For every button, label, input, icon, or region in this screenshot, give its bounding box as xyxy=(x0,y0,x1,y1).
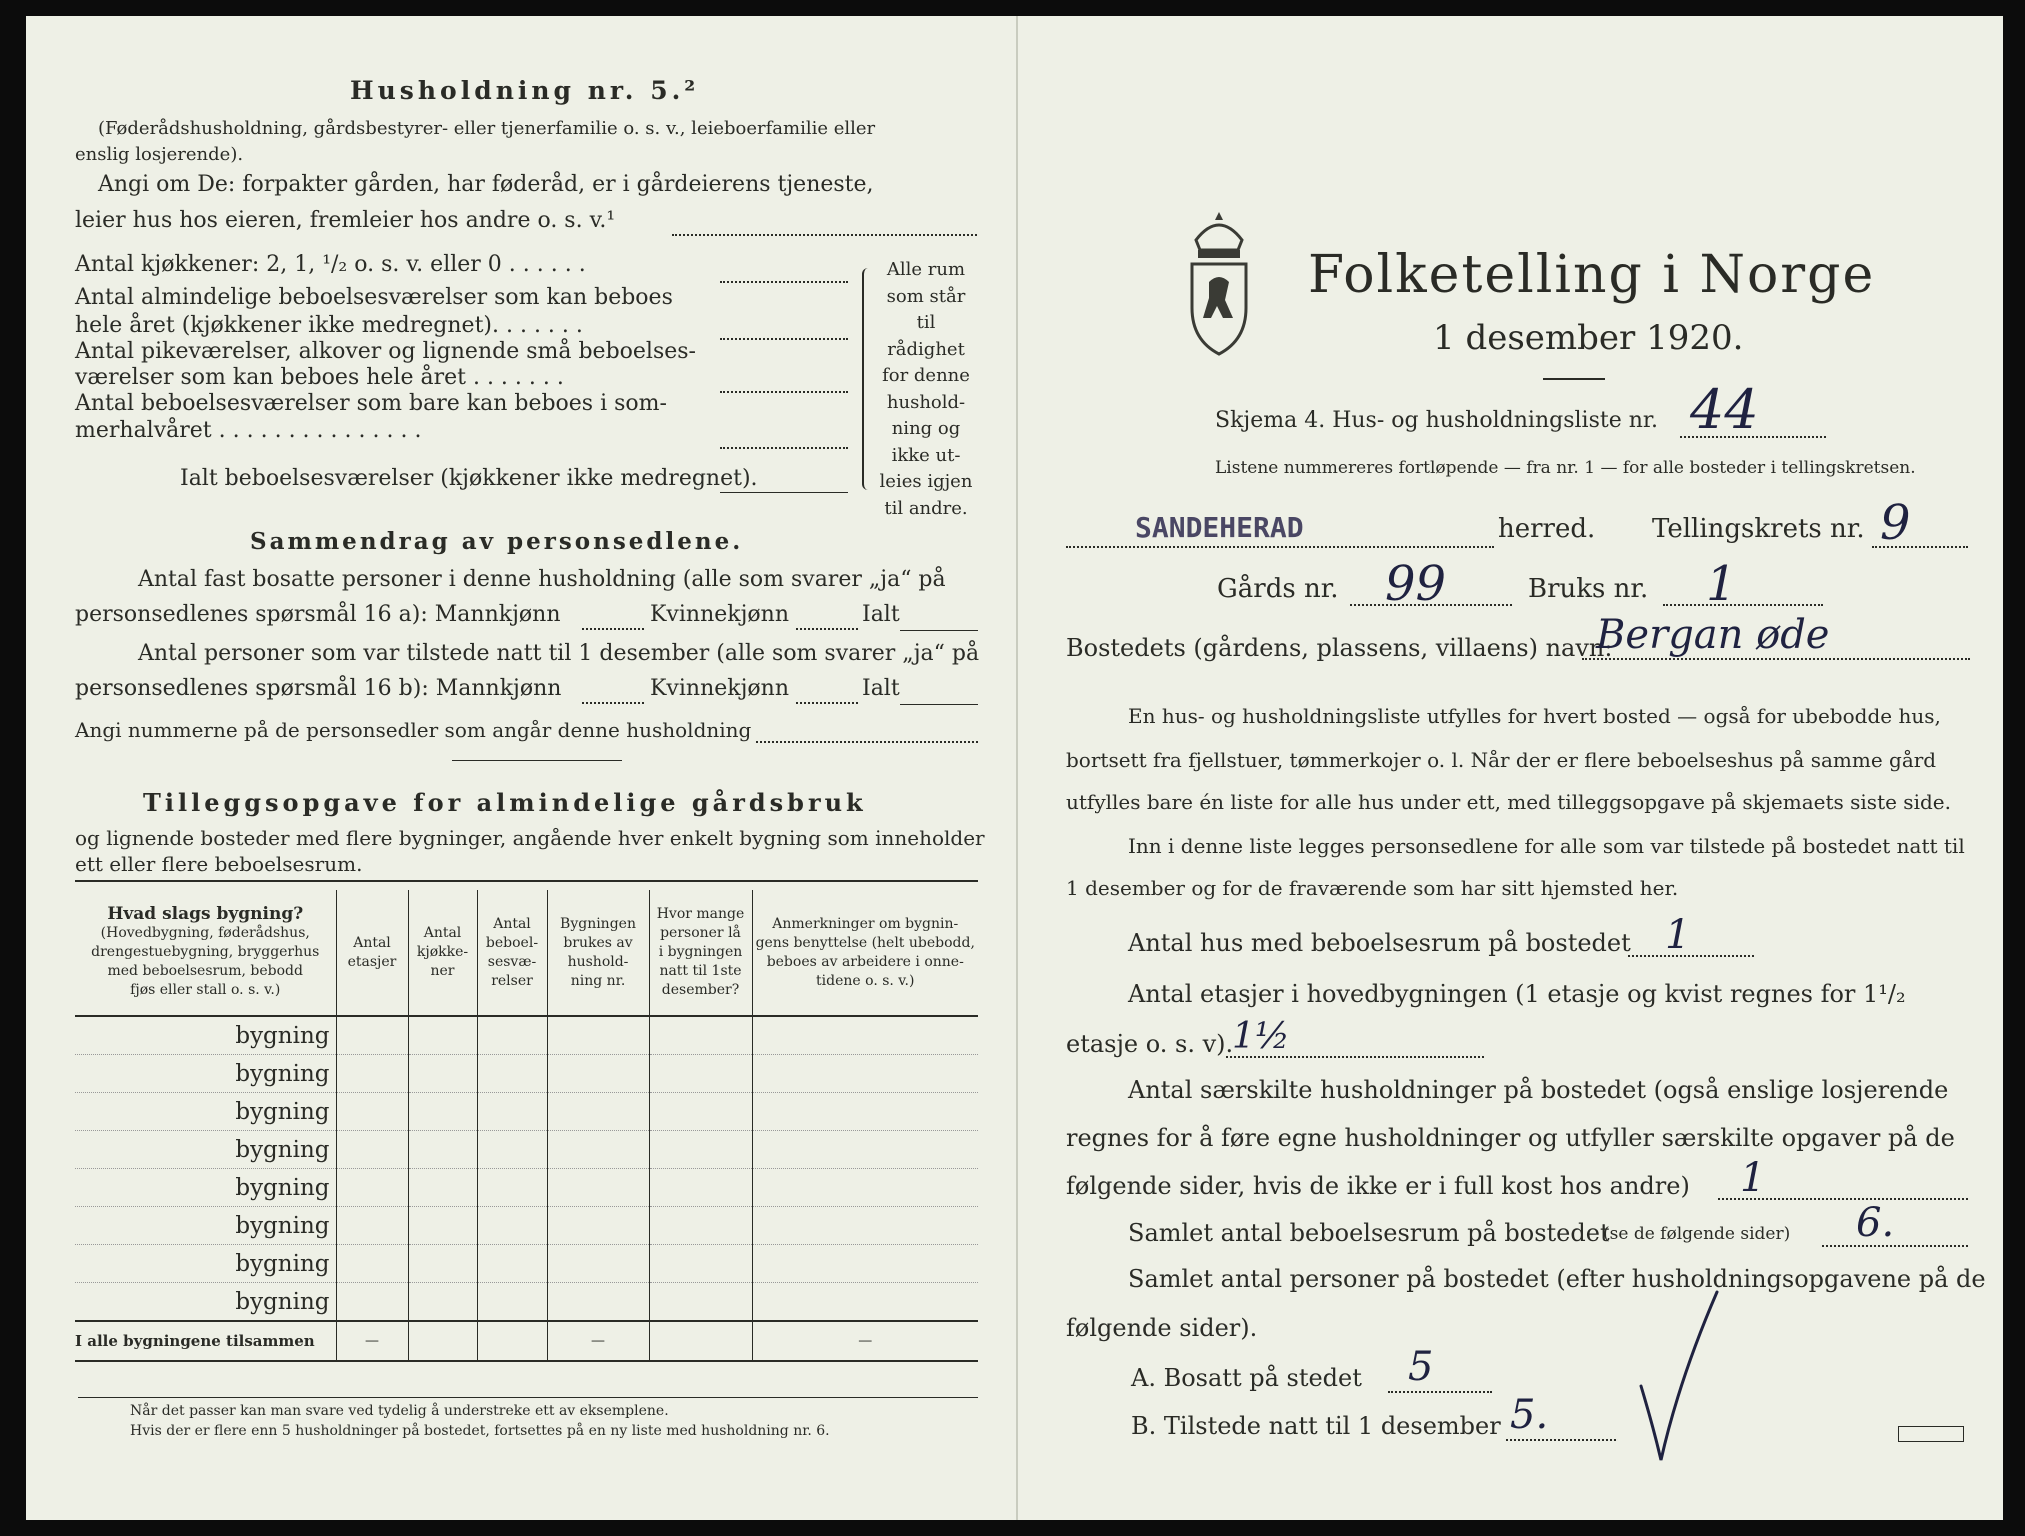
row-label: bygning xyxy=(75,1283,336,1322)
cell[interactable] xyxy=(336,1283,408,1322)
table-row[interactable] xyxy=(75,1055,978,1093)
row-label: bygning xyxy=(75,1245,336,1283)
tillegg-line-2: ett eller flere beboelsesrum. xyxy=(75,852,363,876)
pikevaerelser-field[interactable] xyxy=(720,391,848,393)
header-text: Antal xyxy=(493,915,531,932)
rooms-brace xyxy=(862,268,874,490)
cell[interactable] xyxy=(408,1016,477,1055)
tilstede-value[interactable]: 5. xyxy=(1510,1392,1549,1438)
kvinnekjonn-b-field[interactable] xyxy=(796,702,858,704)
listene-note: Listene nummereres fortløpende — fra nr. 1 — for alle bosteder i tellingskretsen. xyxy=(1215,458,1916,478)
cell[interactable] xyxy=(336,1016,408,1055)
household-heading: Husholdning nr. 5.² xyxy=(350,76,700,105)
header-text: brukes av xyxy=(563,934,633,951)
header-text: ner xyxy=(430,963,455,979)
cell[interactable] xyxy=(547,1169,649,1207)
bruks-value[interactable]: 1 xyxy=(1706,556,1737,612)
skjema-label: Skjema 4. Hus- og husholdningsliste nr. xyxy=(1215,408,1658,433)
rooms-line-3: hele året (kjøkkener ikke medregnet). . . . . . . xyxy=(75,313,583,338)
cell[interactable] xyxy=(477,1131,547,1169)
cell[interactable] xyxy=(408,1283,477,1322)
cell[interactable] xyxy=(547,1283,649,1322)
ialt-a-label: Ialt xyxy=(862,602,900,627)
header-text: relser xyxy=(491,972,533,989)
header-text: tidene o. s. v.) xyxy=(816,972,915,989)
table-row[interactable] xyxy=(75,1016,978,1055)
q-rum-field[interactable] xyxy=(1822,1245,1968,1247)
bosted-value[interactable]: Bergan øde xyxy=(1596,612,1830,658)
bosted-field[interactable] xyxy=(1582,658,1970,660)
bruks-field[interactable] xyxy=(1663,604,1823,606)
rooms-line-4: Antal pikeværelser, alkover og lignende små beboelses- xyxy=(75,339,696,364)
table-row[interactable] xyxy=(75,1245,978,1283)
table-row[interactable] xyxy=(75,1283,978,1322)
row-label: bygning xyxy=(75,1016,336,1055)
cell[interactable] xyxy=(547,1245,649,1283)
cell[interactable] xyxy=(336,1093,408,1131)
col-header-kjokkener xyxy=(408,890,477,1016)
census-date: 1 desember 1920. xyxy=(1433,318,1744,358)
table-row[interactable] xyxy=(75,1169,978,1207)
q-pers-line-1: Samlet antal personer på bostedet (efter husholdningsopgavene på de xyxy=(1128,1265,1986,1293)
cell[interactable] xyxy=(477,1169,547,1207)
q-rum-label: Samlet antal beboelsesrum på bostedet xyxy=(1128,1219,1610,1247)
header-text: ning nr. xyxy=(570,972,626,989)
angi-nummerne: Angi nummerne på de personsedler som angår denne husholdning xyxy=(75,718,752,742)
col-header-personer xyxy=(649,890,752,1016)
table-sum-row xyxy=(75,1321,978,1361)
rooms-line-5: værelser som kan beboes hele året . . . . . . . xyxy=(75,365,564,390)
instruction-line-3: utfylles bare én liste for alle hus under ett, med tilleggsopgave på skjemaets siste side. xyxy=(1066,790,1951,814)
header-text: drengestuebygning, bryggerhus xyxy=(91,944,320,960)
ialt-b-field[interactable] xyxy=(900,704,978,705)
buildings-table xyxy=(75,890,978,1362)
side-note xyxy=(876,257,976,522)
tilstede-field[interactable] xyxy=(1506,1439,1616,1441)
footnote-1: Når det passer kan man svare ved tydelig å understreke ett av eksemplene. xyxy=(130,1403,669,1419)
intro-line-1: (Føderådshusholdning, gårdsbestyrer- eller tjenerfamilie o. s. v., leieboerfamilie eller xyxy=(98,118,876,139)
instruction-line-5: 1 desember og for de fraværende som har sitt hjemsted her. xyxy=(1066,876,1679,900)
cell[interactable] xyxy=(649,1093,752,1131)
cell[interactable] xyxy=(649,1207,752,1245)
mannkjonn-a-field[interactable] xyxy=(582,628,644,630)
summary-line-2: personsedlenes spørsmål 16 a): Mannkjønn xyxy=(75,602,561,627)
tillegg-heading: Tilleggsopgave for almindelige gårdsbruk xyxy=(143,788,867,817)
tellingskrets-label: Tellingskrets nr. xyxy=(1652,514,1865,544)
sum-label: I alle bygningene tilsammen xyxy=(75,1321,336,1361)
cell[interactable] xyxy=(408,1169,477,1207)
row-label: bygning xyxy=(75,1093,336,1131)
angi-answer-line[interactable] xyxy=(672,234,977,236)
q-etasjer-value[interactable]: 1½ xyxy=(1232,1016,1290,1057)
cell[interactable] xyxy=(408,1093,477,1131)
sommer-field[interactable] xyxy=(720,447,848,449)
side-note-line: Alle rum xyxy=(886,259,966,280)
kvinnekjonn-a-field[interactable] xyxy=(796,628,858,630)
sum-kjokkener xyxy=(408,1321,477,1361)
side-note-line: som står til xyxy=(886,285,966,333)
q-hush-value[interactable]: 1 xyxy=(1740,1155,1766,1201)
skjema-value[interactable]: 44 xyxy=(1690,378,1759,441)
q-hus-value[interactable]: 1 xyxy=(1665,912,1691,958)
q-hush-line-2: regnes for å føre egne husholdninger og utfyller særskilte opgaver på de xyxy=(1066,1124,1955,1152)
cell[interactable] xyxy=(547,1055,649,1093)
sum-etasjer: — xyxy=(336,1321,408,1361)
table-header-row xyxy=(75,890,978,1016)
footnote-rule xyxy=(78,1397,978,1398)
sum-husholdning: — xyxy=(547,1321,649,1361)
header-text: med beboelsesrum, bebodd xyxy=(107,963,303,979)
instruction-line-2: bortsett fra fjellstuer, tømmerkojer o. l. Når der er flere beboelseshus på samme gård xyxy=(1066,748,1937,772)
col-header-etasjer xyxy=(336,890,408,1016)
intro-line-2: enslig losjerende). xyxy=(75,144,244,165)
q-rum-value[interactable]: 6. xyxy=(1856,1200,1895,1246)
herred-field[interactable] xyxy=(1066,546,1494,548)
cell[interactable] xyxy=(477,1093,547,1131)
cell[interactable] xyxy=(408,1245,477,1283)
sum-anmerkninger: — xyxy=(752,1321,978,1361)
cell[interactable] xyxy=(477,1055,547,1093)
side-note-line: ikke ut- xyxy=(891,444,961,466)
cell[interactable] xyxy=(752,1207,978,1245)
q-hus-field[interactable] xyxy=(1628,955,1754,957)
instruction-line-4: Inn i denne liste legges personsedlene for alle som var tilstede på bostedet natt til xyxy=(1128,834,1965,858)
census-title: Folketelling i Norge xyxy=(1308,245,1876,305)
header-text: beboel- xyxy=(485,934,539,951)
cell[interactable] xyxy=(336,1207,408,1245)
cell[interactable] xyxy=(336,1055,408,1093)
bosatt-value[interactable]: 5 xyxy=(1408,1344,1434,1390)
header-text: i bygningen xyxy=(658,944,743,960)
check-mark-icon xyxy=(1635,1290,1725,1470)
cell[interactable] xyxy=(477,1245,547,1283)
q-etasjer-line-2: etasje o. s. v). xyxy=(1066,1030,1234,1058)
header-text: sesvæ- xyxy=(487,953,537,970)
q-rum-note: (se de følgende sider) xyxy=(1603,1224,1791,1244)
row-label: bygning xyxy=(75,1207,336,1245)
rooms-line-1: Antal kjøkkener: 2, 1, ¹/₂ o. s. v. eller 0 . . . . . . xyxy=(75,252,586,277)
footnote-2: Hvis der er flere enn 5 husholdninger på bostedet, fortsettes på en ny liste med husholdning nr. 6. xyxy=(130,1423,830,1439)
header-text: natt til 1ste xyxy=(659,963,742,979)
divider xyxy=(452,760,622,761)
cell[interactable] xyxy=(649,1131,752,1169)
cell[interactable] xyxy=(477,1016,547,1055)
col-header-vaerelser xyxy=(477,890,547,1016)
cell[interactable] xyxy=(336,1245,408,1283)
q-hush-line-3: følgende sider, hvis de ikke er i full kost hos andre) xyxy=(1066,1172,1690,1200)
kjokkener-field[interactable] xyxy=(720,281,848,283)
cell[interactable] xyxy=(408,1131,477,1169)
rooms-line-2: Antal almindelige beboelsesværelser som kan beboes xyxy=(75,285,673,310)
header-text: Anmerkninger om bygnin- xyxy=(772,915,959,932)
ialt-line: Ialt beboelsesværelser (kjøkkener ikke medregnet). xyxy=(180,466,758,491)
side-note-line: rådighet xyxy=(887,338,965,360)
header-text: personer lå xyxy=(660,925,741,941)
q-pers-line-2: følgende sider). xyxy=(1066,1314,1258,1342)
side-note-line: leies igjen xyxy=(879,471,973,492)
table-row[interactable] xyxy=(75,1131,978,1169)
ialt-field[interactable] xyxy=(720,492,848,493)
row-label: bygning xyxy=(75,1131,336,1169)
side-note-line: for denne xyxy=(882,365,970,386)
ialt-a-field[interactable] xyxy=(900,630,978,631)
header-text: fjøs eller stall o. s. v.) xyxy=(130,982,281,998)
herred-value[interactable]: SANDEHERAD xyxy=(1135,511,1304,544)
row-label: bygning xyxy=(75,1055,336,1093)
cell[interactable] xyxy=(547,1207,649,1245)
cell[interactable] xyxy=(649,1169,752,1207)
rooms-line-6: Antal beboelsesværelser som bare kan beboes i som- xyxy=(75,391,667,416)
summary-line-4: personsedlenes spørsmål 16 b): Mannkjønn xyxy=(75,676,562,701)
gards-label: Gårds nr. xyxy=(1217,574,1339,604)
side-note-line: til andre. xyxy=(884,497,968,519)
q-etasjer-line-1: Antal etasjer i hovedbygningen (1 etasje og kvist regnes for 1¹/₂ xyxy=(1128,980,1906,1008)
angi-line-2: leier hus hos eieren, fremleier hos andre o. s. v.¹ xyxy=(75,208,616,233)
cell[interactable] xyxy=(547,1016,649,1055)
q-hus-label: Antal hus med beboelsesrum på bostedet xyxy=(1128,929,1631,957)
cell[interactable] xyxy=(336,1169,408,1207)
sum-personer xyxy=(649,1321,752,1361)
cell[interactable] xyxy=(752,1055,978,1093)
cell[interactable] xyxy=(649,1245,752,1283)
summary-heading: Sammendrag av personsedlene. xyxy=(250,528,744,555)
short-rule xyxy=(1543,378,1605,380)
cell[interactable] xyxy=(408,1055,477,1093)
header-text: kjøkke- xyxy=(416,944,469,960)
angi-line-1: Angi om De: forpakter gården, har føderåd, er i gårdeierens tjeneste, xyxy=(98,172,874,197)
side-note-line: ning og xyxy=(891,418,961,439)
bosted-label: Bostedets (gårdens, plassens, villaens) navn: xyxy=(1066,634,1613,662)
header-text: Antal xyxy=(353,934,391,951)
cell[interactable] xyxy=(477,1207,547,1245)
header-text: Hvor mange xyxy=(656,906,745,922)
bosatt-field[interactable] xyxy=(1388,1391,1492,1393)
instruction-line-1: En hus- og husholdningsliste utfylles for hvert bosted — også for ubebodde hus, xyxy=(1128,704,1941,728)
header-text: gens benyttelse (helt ubebodd, xyxy=(755,934,975,951)
header-text: beboes av arbeidere i onne- xyxy=(766,953,964,970)
summary-line-3: Antal personer som var tilstede natt til 1 desember (alle som svarer „ja“ på xyxy=(138,641,980,666)
ialt-b-label: Ialt xyxy=(862,676,900,701)
q-hush-line-1: Antal særskilte husholdninger på bostedet (også enslige losjerende xyxy=(1128,1076,1949,1104)
header-text: Antal xyxy=(423,925,462,941)
kvinne-b-label: Kvinnekjønn xyxy=(650,676,789,701)
cell[interactable] xyxy=(752,1131,978,1169)
herred-label: herred. xyxy=(1498,514,1596,544)
cell[interactable] xyxy=(477,1283,547,1322)
header-text: etasjer xyxy=(347,953,397,970)
coat-of-arms-icon xyxy=(1184,210,1254,358)
side-note-line: hushold- xyxy=(886,391,966,413)
gards-value[interactable]: 99 xyxy=(1385,556,1447,612)
nummerne-field[interactable] xyxy=(756,741,978,743)
beboelsesvaerelser-field[interactable] xyxy=(720,338,848,340)
cell[interactable] xyxy=(336,1131,408,1169)
cell[interactable] xyxy=(547,1131,649,1169)
printer-stamp xyxy=(1898,1426,1964,1442)
summary-line-1: Antal fast bosatte personer i denne husholdning (alle som svarer „ja“ på xyxy=(138,567,946,592)
cell[interactable] xyxy=(649,1016,752,1055)
table-top-rule xyxy=(75,880,978,882)
header-text: desember? xyxy=(661,982,740,998)
header-text: Hvad slags bygning? xyxy=(107,904,304,924)
table-row[interactable] xyxy=(75,1207,978,1245)
tillegg-line-1: og lignende bosteder med flere bygninger, angående hver enkelt bygning som inneholder xyxy=(75,826,985,850)
cell[interactable] xyxy=(752,1245,978,1283)
cell[interactable] xyxy=(408,1207,477,1245)
header-text: (Hovedbygning, føderådshus, xyxy=(100,925,310,941)
rooms-line-7: merhalvåret . . . . . . . . . . . . . . . xyxy=(75,418,422,443)
col-header-type xyxy=(75,890,336,1016)
cell[interactable] xyxy=(752,1093,978,1131)
header-text: Bygningen xyxy=(560,915,636,932)
tellingskrets-value[interactable]: 9 xyxy=(1880,495,1911,551)
cell[interactable] xyxy=(752,1016,978,1055)
cell[interactable] xyxy=(547,1093,649,1131)
mannkjonn-b-field[interactable] xyxy=(582,702,644,704)
bruks-label: Bruks nr. xyxy=(1528,574,1649,604)
cell[interactable] xyxy=(649,1055,752,1093)
header-text: hushold- xyxy=(567,953,629,970)
cell[interactable] xyxy=(752,1283,978,1322)
sum-vaerelser xyxy=(477,1321,547,1361)
cell[interactable] xyxy=(649,1283,752,1322)
row-label: bygning xyxy=(75,1169,336,1207)
kvinne-a-label: Kvinnekjønn xyxy=(650,602,789,627)
col-header-husholdning xyxy=(547,890,649,1016)
col-header-anmerkninger xyxy=(752,890,978,1016)
cell[interactable] xyxy=(752,1169,978,1207)
bosatt-label: A. Bosatt på stedet xyxy=(1131,1364,1362,1392)
table-row[interactable] xyxy=(75,1093,978,1131)
tilstede-label: B. Tilstede natt til 1 desember xyxy=(1131,1412,1501,1440)
